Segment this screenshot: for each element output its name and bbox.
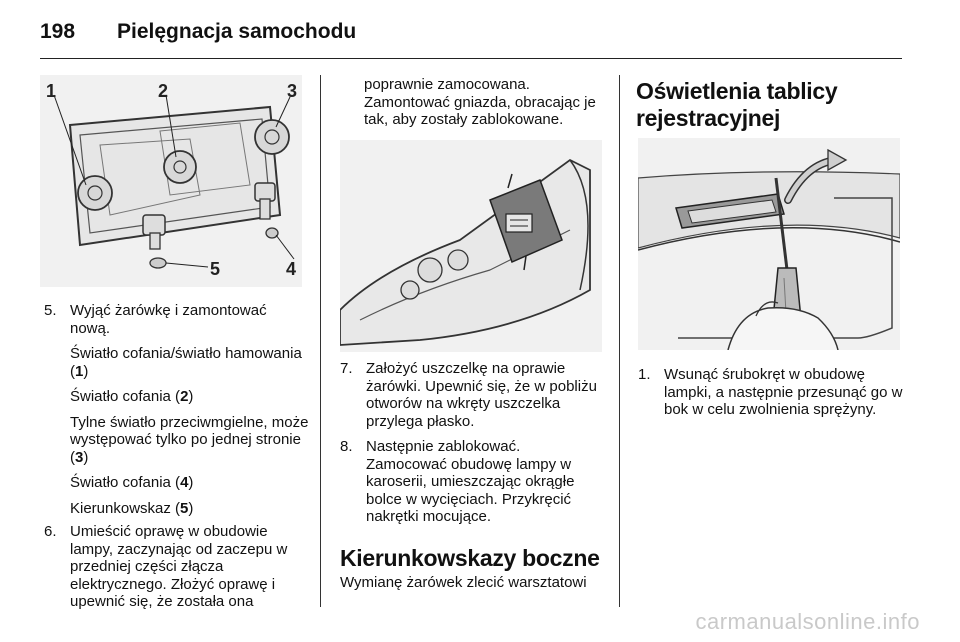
step-1	[638, 366, 904, 419]
column-2-steps	[340, 360, 604, 526]
step-text: Umieścić oprawę w obudowie lampy, zaczynając od zaczepu w przedniej części złącza elektrycznego. Złożyć oprawę i upewnić się, że została ona	[70, 523, 288, 610]
bulb-list-item: Kierunkowskaz (5)	[70, 499, 194, 517]
callout-4: 4	[286, 259, 297, 279]
section-heading-side-indicators: Kierunkowskazy boczne	[340, 545, 600, 571]
rear-lamp-figure	[40, 75, 302, 287]
section-heading-plate-lights: Oświetlenia tablicy rejestracyjnej	[636, 78, 838, 131]
step-text: Wyjąć żarówkę i zamontować nową.	[70, 302, 267, 337]
lamp-socket-figure	[340, 140, 602, 352]
callout-2: 2	[158, 81, 169, 101]
step-text: Wsunąć śrubokręt w obudowę lampki, a następnie przesunąć go w bok w celu zwolnienia sprężyny.	[664, 366, 903, 418]
page-number: 198	[40, 20, 76, 43]
bulb-list-item: Światło cofania/światło hamowania (1)	[70, 345, 302, 380]
step-text: Założyć uszczelkę na oprawie żarówki. Upewnić się, że w pobliżu otworów na wkręty uszczelka przylega płasko.	[366, 360, 597, 430]
page-title: Pielęgnacja samochodu	[117, 20, 357, 43]
step-number: 1.	[638, 366, 651, 383]
bulb-list-item: Światło cofania (2)	[70, 388, 194, 405]
step-6	[44, 523, 310, 611]
column-divider-2	[619, 75, 620, 607]
column-1	[44, 302, 310, 611]
step-text: Następnie zablokować. Zamocować obudowę lampy w karoserii, umieszczając okrągłe bolce w wycięciach. Przykręcić nakrętki mocujące.	[366, 438, 575, 525]
step-number: 6.	[44, 523, 57, 540]
step-number: 8.	[340, 438, 353, 455]
step-7	[340, 360, 604, 430]
header-rule	[40, 58, 902, 59]
side-indicators-paragraph: Wymianę żarówek zlecić warsztatowi	[340, 574, 587, 591]
bulb-list-item: Światło cofania (4)	[70, 474, 194, 491]
callout-1: 1	[46, 81, 57, 101]
column-2-continuation	[364, 76, 604, 129]
step-8	[340, 438, 604, 526]
bulb-list-item: Tylne światło przeciwmgielne, może występować tylko po jednej stronie (3)	[70, 413, 309, 466]
column-divider-1	[320, 75, 321, 607]
continuation-text: poprawnie zamocowana. Zamontować gniazda, obracając je tak, aby zostały zablokowane.	[364, 76, 596, 128]
callout-5: 5	[210, 259, 221, 279]
site-watermark: carmanualsonline.info	[695, 609, 920, 634]
step-number: 7.	[340, 360, 353, 377]
column-3-steps	[638, 366, 904, 419]
step-number: 5.	[44, 302, 57, 319]
callout-3: 3	[287, 81, 298, 101]
step-5	[44, 302, 310, 337]
plate-light-figure	[638, 138, 900, 350]
